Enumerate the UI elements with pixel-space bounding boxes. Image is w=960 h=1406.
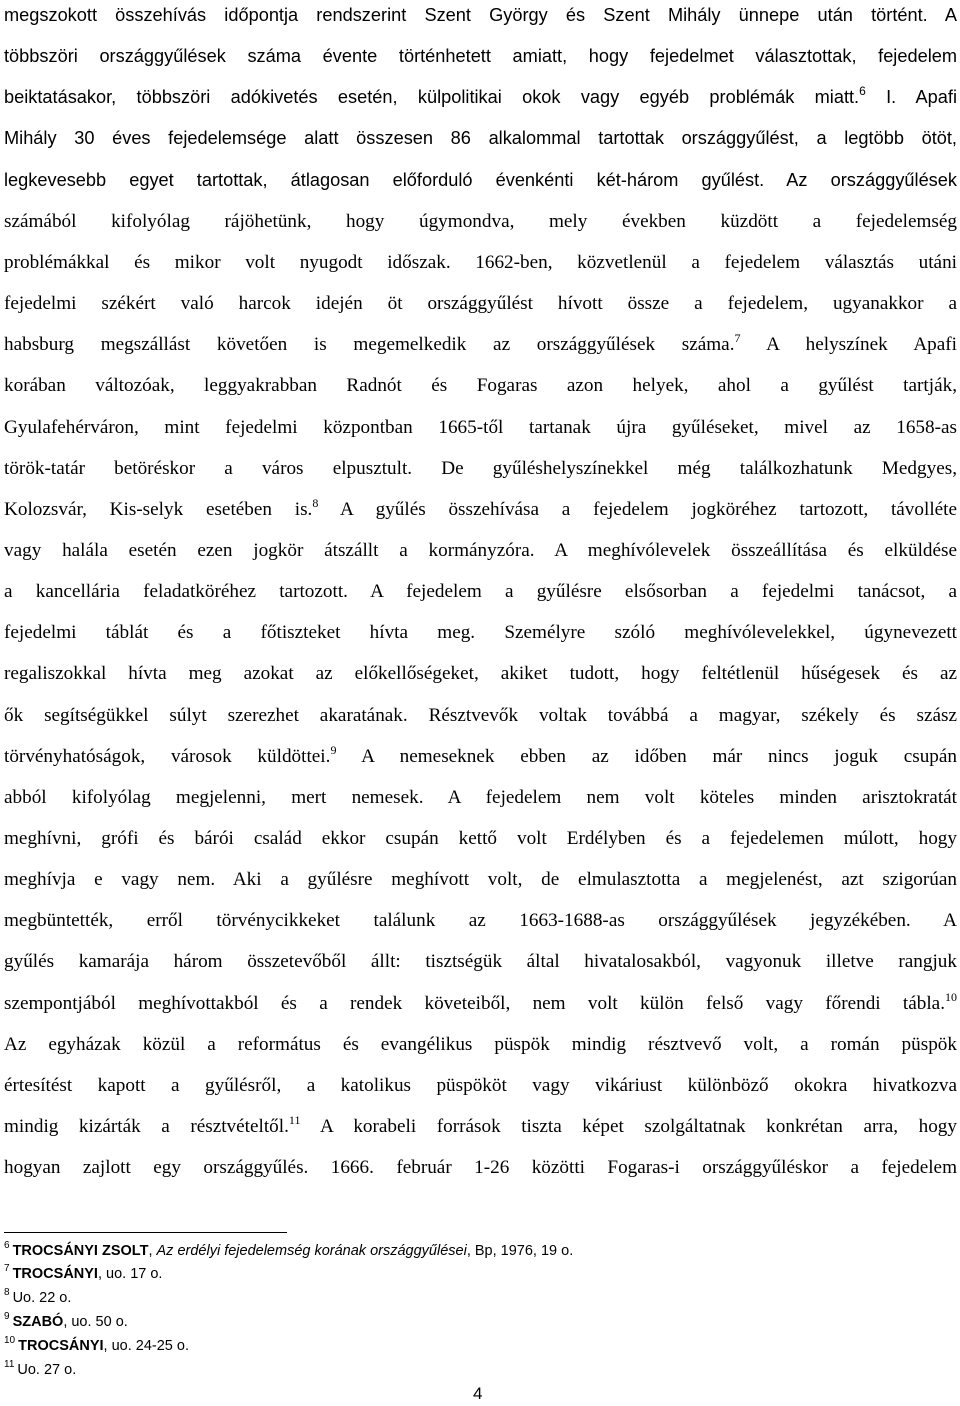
text-run: habsburg megszállást követően is megemelkedik az országgyűlések száma. bbox=[4, 334, 735, 356]
text-line bbox=[4, 497, 957, 522]
footnote-ref[interactable]: 9 bbox=[330, 742, 337, 757]
text-run: problémákkal és mikor volt nyugodt időszak. 1662-ben, közvetlenül a fejedelem választás utáni bbox=[4, 251, 957, 273]
text-run: korában változóak, leggyakrabban Radnót és Fogaras azon helyek, ahol a gyűlést tartják, bbox=[4, 375, 957, 397]
text-run: meghívni, grófi és bárói család ekkor csupán kettő volt Erdélyben és a fejedelemen múlott, hogy bbox=[4, 828, 957, 849]
text-run: legkevesebb egyet tartottak, átlagosan előforduló évenkénti két-három gyűlést. Az országgyűlések bbox=[4, 169, 957, 190]
text-run: fejedelmi székért való harcok idején öt országgyűlést hívott össze a fejedelem, ugyanakkor a bbox=[4, 293, 957, 315]
text-line bbox=[4, 126, 957, 151]
text-run: mindig kizárták a résztvételtől. bbox=[4, 1116, 289, 1138]
footnote-separator-text: , bbox=[148, 1243, 157, 1259]
text-line bbox=[4, 949, 957, 974]
footnote bbox=[4, 1242, 573, 1262]
text-line bbox=[4, 661, 957, 686]
text-run: a kancellária feladatköréhez tartozott. A fejedelem a gyűlésre elsősorban a fejedelmi tanácsot, a bbox=[4, 581, 957, 603]
footnote-title: Az erdélyi fejedelemség korának országgyűlései bbox=[156, 1243, 467, 1259]
text-run: számából kifolyólag rájöhetünk, hogy úgymondva, mely években küzdött a fejedelemség bbox=[4, 210, 957, 232]
footnote-ref[interactable]: 6 bbox=[859, 84, 866, 99]
text-line bbox=[4, 291, 957, 316]
text-run: Gyulafehérváron, mint fejedelmi központban 1665-től tartanak újra gyűléseket, mivel az 1658-as bbox=[4, 416, 957, 438]
text-run: értesítést kapott a gyűlésről, a katolikus püspököt vagy vikáriust különböző okokra hivatkozva bbox=[4, 1074, 957, 1096]
text-line bbox=[4, 1032, 957, 1057]
text-run: A nemeseknek ebben az időben már nincs joguk csupán bbox=[336, 745, 957, 767]
text-run: beiktatásakor, többszöri adókivetés esetén, külpolitikai okok vagy egyéb problémák miatt. bbox=[4, 87, 860, 108]
text-run: regaliszokkal hívta meg azokat az előkellőségeket, akiket tudott, hogy feltétlenül hűségesek és az bbox=[4, 663, 957, 685]
text-line bbox=[4, 826, 957, 851]
footnote-author: TROCSÁNYI ZSOLT bbox=[12, 1243, 149, 1259]
text-line bbox=[4, 744, 957, 769]
text-run: I. Apafi bbox=[865, 87, 957, 108]
text-line bbox=[4, 703, 957, 728]
text-run: meghívja e vagy nem. Aki a gyűlésre meghívott volt, de elmulasztotta a megjelenést, azt szigorúan bbox=[4, 869, 957, 891]
footnote-number: 7 bbox=[4, 1263, 10, 1274]
footnote-text: , uo. 17 o. bbox=[97, 1266, 163, 1282]
footnote-separator bbox=[4, 1232, 287, 1233]
text-line bbox=[4, 538, 957, 563]
text-run: gyűlés kamarája három összetevőből állt: tisztségük által hivatalosakból, vagyonuk illetve rangjuk bbox=[4, 951, 957, 973]
text-line bbox=[4, 415, 957, 440]
text-run: abból kifolyólag megjelenni, mert nemesek. A fejedelem nem volt köteles minden arisztokratát bbox=[4, 786, 957, 808]
footnote bbox=[4, 1337, 189, 1357]
text-line bbox=[4, 785, 957, 810]
text-run: megbüntették, erről törvénycikkeket találunk az 1663-1688-as országgyűlések jegyzékében. A bbox=[4, 910, 957, 932]
footnote-author: TROCSÁNYI bbox=[12, 1266, 98, 1282]
footnote bbox=[4, 1361, 76, 1381]
footnote bbox=[4, 1313, 128, 1333]
text-line bbox=[4, 620, 957, 645]
text-run: vagy halála esetén ezen jogkör átszállt a kormányzóra. A meghívólevelek összeállítása és elküldése bbox=[4, 539, 957, 561]
text-run: Az egyházak közül a református és evangélikus püspök mindig résztvevő volt, a román püspök bbox=[4, 1033, 957, 1055]
footnote-text: , Bp, 1976, 19 o. bbox=[466, 1243, 574, 1259]
text-run: A helyszínek Apafi bbox=[740, 334, 957, 356]
text-line bbox=[4, 456, 957, 481]
text-line bbox=[4, 332, 957, 357]
text-line bbox=[4, 867, 957, 892]
text-run: török-tatár betöréskor a város elpusztult. De gyűléshelyszínekkel még találkozhatunk Medgyes, bbox=[4, 457, 957, 479]
text-line bbox=[4, 991, 957, 1016]
text-line bbox=[4, 209, 957, 234]
text-line bbox=[4, 3, 957, 28]
text-line bbox=[4, 908, 957, 933]
text-run: többszöri országgyűlések száma évente történhetett amiatt, hogy fejedelmet választottak, fejedelem bbox=[4, 46, 957, 67]
text-line bbox=[4, 250, 957, 275]
footnote-number: 11 bbox=[4, 1359, 15, 1370]
footnote-text: , uo. 24-25 o. bbox=[103, 1338, 189, 1354]
page-number: 4 bbox=[473, 1384, 483, 1403]
footnote-number: 9 bbox=[4, 1311, 10, 1322]
text-run: megszokott összehívás időpontja rendszerint Szent György és Szent Mihály ünnepe után történt. A bbox=[4, 5, 957, 25]
footnote-text: Uo. 22 o. bbox=[12, 1290, 72, 1306]
text-run: Kolozsvár, Kis-selyk esetében is. bbox=[4, 498, 313, 520]
footnote-author: TROCSÁNYI bbox=[18, 1338, 104, 1354]
text-line bbox=[4, 373, 957, 398]
text-run: törvényhatóságok, városok küldöttei. bbox=[4, 745, 331, 767]
text-run: szempontjából meghívottakból és a rendek követeiből, nem volt külön felső vagy főrendi tábla. bbox=[4, 992, 945, 1014]
footnote-ref[interactable]: 11 bbox=[288, 1113, 301, 1128]
footnote-ref[interactable]: 7 bbox=[734, 331, 741, 346]
text-line bbox=[4, 44, 957, 69]
text-line bbox=[4, 1155, 957, 1180]
text-run: fejedelmi táblát és a főtiszteket hívta meg. Személyre szóló meghívólevelekkel, úgynevezett bbox=[4, 622, 957, 644]
text-line bbox=[4, 168, 957, 193]
footnote bbox=[4, 1289, 71, 1309]
footnote-text: Uo. 27 o. bbox=[17, 1362, 77, 1378]
text-run: A gyűlés összehívása a fejedelem jogköréhez tartozott, távolléte bbox=[318, 498, 958, 520]
footnote-author: SZABÓ bbox=[12, 1314, 64, 1330]
footnote-number: 10 bbox=[4, 1335, 16, 1346]
text-line bbox=[4, 579, 957, 604]
text-line bbox=[4, 1114, 957, 1139]
footnote bbox=[4, 1265, 162, 1285]
text-run: A korabeli források tiszta képet szolgáltatnak konkrétan arra, hogy bbox=[300, 1116, 957, 1138]
text-run: Mihály 30 éves fejedelemsége alatt összesen 86 alkalommal tartottak országgyűlést, a legtöbb ötöt, bbox=[4, 128, 957, 149]
text-run: ők segítségükkel súlyt szerezhet akaratának. Résztvevők voltak továbbá a magyar, székely és szász bbox=[4, 704, 957, 726]
text-run: hogyan zajlott egy országgyűlés. 1666. február 1-26 közötti Fogaras-i országgyűléskor a fejedelem bbox=[4, 1157, 957, 1179]
footnote-text: , uo. 50 o. bbox=[63, 1314, 128, 1330]
footnote-ref[interactable]: 10 bbox=[945, 989, 957, 1004]
text-line bbox=[4, 85, 957, 110]
footnote-ref[interactable]: 8 bbox=[312, 495, 319, 510]
text-line bbox=[4, 1073, 957, 1098]
footnote-number: 6 bbox=[4, 1240, 10, 1251]
footnote-number: 8 bbox=[4, 1287, 10, 1298]
